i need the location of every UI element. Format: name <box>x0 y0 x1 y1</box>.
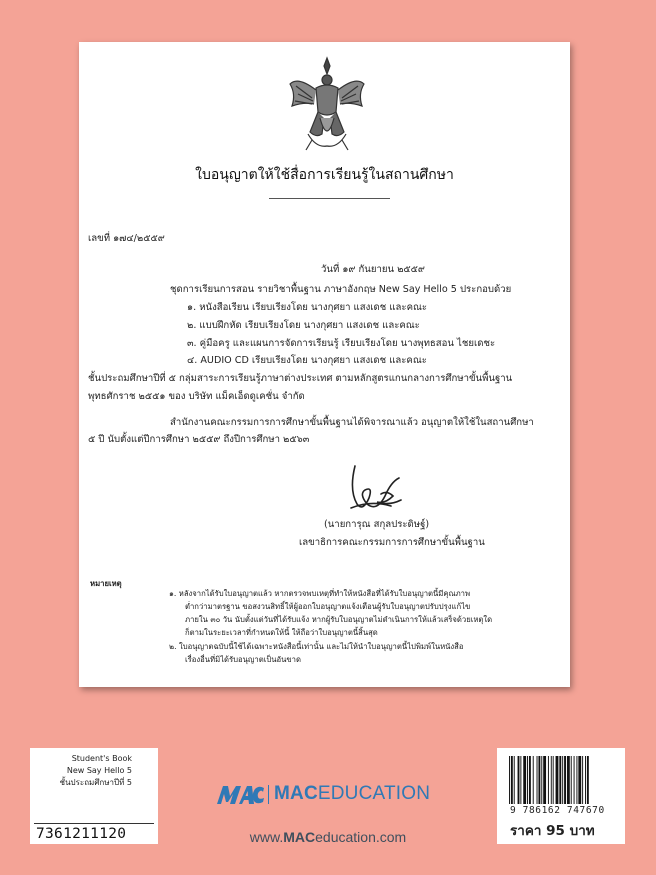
barcode-bar <box>538 756 540 804</box>
barcode-bar <box>509 756 510 804</box>
barcode-bar <box>520 756 521 804</box>
body-line: ๓. คู่มือครู และแผนการจัดการเรียนรู้ เรียบเรียงโดย นางพุทธสอน ไชยเดชะ <box>187 338 496 349</box>
title-divider <box>269 198 390 199</box>
barcode-bar <box>556 756 559 804</box>
remark-line: ๑. หลังจากได้รับใบอนุญาตแล้ว หากตรวจพบเหตุที่ทำให้หนังสือที่ได้รับใบอนุญาตนี้มีคุณภาพ <box>169 589 471 598</box>
signer-name: (นายการุณ สกุลประดิษฐ์) <box>324 519 430 530</box>
barcode-bar <box>514 756 515 804</box>
barcode-icon <box>507 756 615 804</box>
barcode-bar <box>548 756 549 804</box>
remark-line: ภายใน ๓๐ วัน นับตั้งแต่วันที่ได้รับแจ้ง หากผู้รับใบอนุญาตไม่ดำเนินการให้แล้วเสร็จด้วยเหตุใด <box>185 615 493 624</box>
barcode-bar <box>533 756 534 804</box>
brand-name <box>274 783 430 805</box>
barcode-bar <box>564 756 566 804</box>
body-line: ๒. แบบฝึกหัด เรียบเรียงโดย นางกุศยา แสงเดช และคณะ <box>187 320 420 331</box>
barcode-bar <box>585 756 586 804</box>
barcode-bar <box>582 756 583 804</box>
body-line: ชุดการเรียนการสอน รายวิชาพื้นฐาน ภาษาอังกฤษ New Say Hello 5 ประกอบด้วย <box>170 284 512 295</box>
garuda-emblem-icon <box>286 54 368 152</box>
remarks-label: หมายเหตุ <box>90 579 122 588</box>
body-line: ๑. หนังสือเรียน เรียบเรียงโดย นางกุศยา แสงเดช และคณะ <box>187 302 428 313</box>
book-code: 7361211120 <box>36 826 127 842</box>
barcode-bar <box>511 756 513 804</box>
body-line: ๔. AUDIO CD เรียบเรียงโดย นางกุศยา แสงเดช และคณะ <box>187 355 427 366</box>
remark-line: ก็ตามในระยะเวลาที่กำหนดให้นี้ ให้ถือว่าใบอนุญาตนี้สิ้นสุด <box>185 628 378 637</box>
license-document <box>79 42 570 687</box>
brand-logo <box>217 782 430 806</box>
barcode-bar <box>551 756 552 804</box>
license-number: เลขที่ ๑๗๔/๒๕๕๙ <box>88 233 165 244</box>
book-grade: ชั้นประถมศึกษาปีที่ 5 <box>59 778 132 787</box>
barcode-bar <box>567 756 570 804</box>
url-prefix: www. <box>249 829 284 845</box>
isbn-digits: 9 786162 747670 <box>510 805 605 816</box>
barcode-bar <box>527 756 528 804</box>
remark-line: เรื่องอื่นที่มิได้รับอนุญาตเป็นอันขาด <box>185 655 301 664</box>
barcode-bar <box>576 756 577 804</box>
barcode-bar <box>541 756 542 804</box>
barcode-bar <box>553 756 554 804</box>
barcode-bar <box>578 756 581 804</box>
license-title: ใบอนุญาตให้ใช้สื่อการเรียนรู้ในสถานศึกษา <box>195 167 454 183</box>
license-date: วันที่ ๑๙ กันยายน ๒๕๕๙ <box>321 264 425 275</box>
book-series: New Say Hello 5 <box>66 766 132 775</box>
remark-line: ต่ำกว่ามาตรฐาน ขอสงวนสิทธิ์ให้ผู้ออกใบอนุญาตแจ้งเตือนผู้รับใบอนุญาตปรับปรุงแก้ไข <box>185 602 471 611</box>
barcode-bar <box>523 756 526 804</box>
price-label: ราคา 95 บาท <box>510 823 595 839</box>
brand-name-rest: EDUCATION <box>317 783 431 804</box>
signature-icon <box>341 460 407 516</box>
url-rest: education.com <box>315 829 407 845</box>
barcode-bar <box>571 756 572 804</box>
remark-line: ๒. ใบอนุญาตฉบับนี้ใช้ได้เฉพาะหนังสือนี้เท่านั้น และไม่ให้นำใบอนุญาตนี้ไปพิมพ์ในหนังสือ <box>169 642 464 651</box>
body-line: ๕ ปี นับตั้งแต่ปีการศึกษา ๒๕๕๙ ถึงปีการศึกษา ๒๕๖๓ <box>88 434 310 445</box>
barcode-box <box>497 748 625 844</box>
barcode-bar <box>518 756 520 804</box>
mac-logo-icon <box>217 784 265 804</box>
body-line: พุทธศักราช ๒๕๕๑ ของ บริษัท แม็คเอ็ดดูเคชั่น จำกัด <box>88 391 305 402</box>
code-divider <box>34 823 154 824</box>
brand-separator <box>268 785 269 804</box>
signer-position: เลขาธิการคณะกรรมการการศึกษาขั้นพื้นฐาน <box>299 537 485 548</box>
body-line: ชั้นประถมศึกษาปีที่ ๕ กลุ่มสาระการเรียนรู้ภาษาต่างประเทศ ตามหลักสูตรแกนกลางการศึกษาขั้นพื้นฐาน <box>88 373 513 384</box>
barcode-bar <box>587 756 589 804</box>
url-bold: MAC <box>283 829 316 845</box>
barcode-bar <box>559 756 561 804</box>
barcode-bar <box>562 756 563 804</box>
barcode-bar <box>574 756 575 804</box>
body-line: สำนักงานคณะกรรมการการศึกษาขั้นพื้นฐานได้พิจารณาแล้ว อนุญาตให้ใช้ในสถานศึกษา <box>170 417 534 428</box>
barcode-bar <box>537 756 538 804</box>
book-type: Student's Book <box>71 754 132 763</box>
barcode-bar <box>543 756 546 804</box>
brand-name-bold: MAC <box>274 783 318 804</box>
barcode-bar <box>529 756 531 804</box>
